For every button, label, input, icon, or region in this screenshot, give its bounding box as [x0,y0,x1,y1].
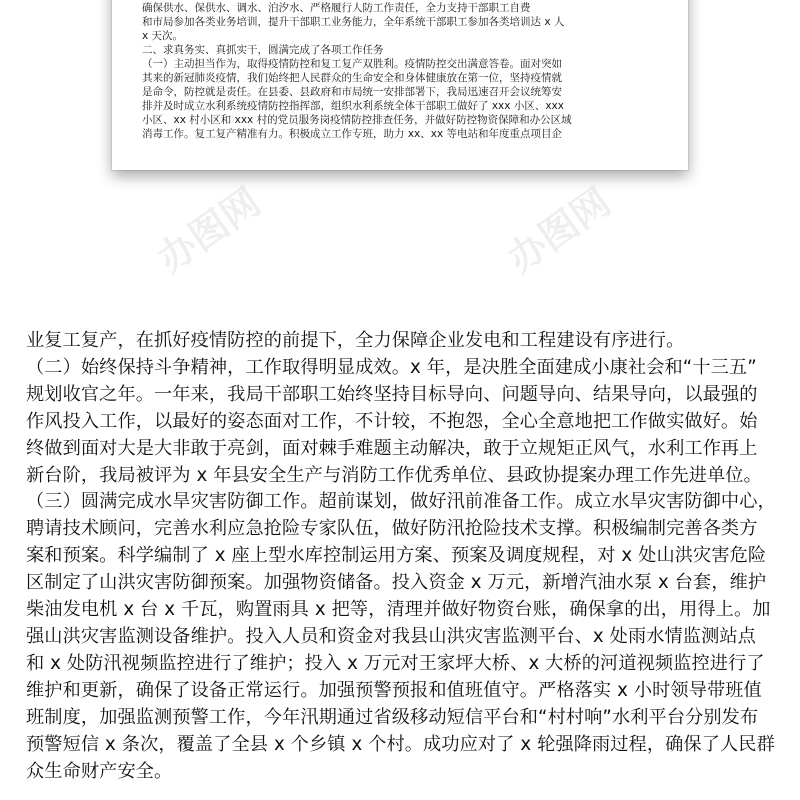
body-line: 新台阶，我局被评为 x 年县安全生产与消防工作优秀单位、县政协提案办理工作先进单位。 [26,464,762,486]
body-line: 柴油发电机 x 台 x 千瓦，购置雨具 x 把等，清理并做好物资台账，确保拿的出，用得上。加 [26,599,771,621]
preview-line: 消毒工作。复工复产精准有力。积极成立工作专班，助力 xx、xx 等电站和年度重点项目企 [142,128,563,140]
body-line: 维护和更新，确保了设备正常运行。加强预警预报和值班值守。严格落实 x 小时领导带班值 [26,679,762,701]
body-line: 众生命财产安全。 [26,760,173,782]
preview-line: 确保供水、保供水、调水、泊汐水、严格履行人防工作责任，全力支持干部职工自费 [142,2,531,14]
body-line: 案和预案。科学编制了 x 座上型水库控制运用方案、预案及调度规程，对 x 处山洪灾害危险 [26,545,767,567]
body-line: （二）始终保持斗争精神，工作取得明显成效。x 年，是决胜全面建成小康社会和“十三五” [26,356,757,378]
preview-line: （一）主动担当作为，取得疫情防控和复工复产双胜利。疫情防控交出满意答卷。面对突如 [142,58,562,70]
body-line: 预警短信 x 条次，覆盖了全县 x 个乡镇 x 个村。成功应对了 x 轮强降雨过程，确保了人民群 [26,733,775,755]
preview-line: 其来的新冠肺炎疫情，我们始终把人民群众的生命安全和身体健康放在第一位，坚持疫情就 [142,72,562,84]
body-line: 和 x 处防汛视频监控进行了维护；投入 x 万元对王家坪大桥、x 大桥的河道视频监控进行了 [26,652,765,674]
body-line: 区制定了山洪灾害防御预案。加强物资储备。投入资金 x 万元，新增汽油水泵 x 台套，维护 [26,572,767,594]
body-line: 业复工复产，在抓好疫情防控的前提下，全力保障企业发电和工程建设有序进行。 [26,330,685,351]
preview-heading: 二、求真务实、真抓实干，圆满完成了各项工作任务 [142,44,384,56]
body-line: （三）圆满完成水旱灾害防御工作。超前谋划，做好汛前准备工作。成立水旱灾害防御中心， [26,491,776,513]
body-line: 终做到面对大是大非敢于亮剑，面对棘手难题主动解决，敢于立规矩正风气，水利工作再上 [26,437,758,459]
document-preview-area [0,0,800,312]
body-line: 作风投入工作，以最好的姿态面对工作，不计较，不抱怨，全心全意地把工作做实做好。始 [26,410,758,432]
body-line: 强山洪灾害监测设备维护。投入人员和资金对我县山洪灾害监测平台、x 处雨水情监测站点 [26,625,756,647]
preview-line: 是命令，防控就是责任。在县委、县政府和市局统一安排部署下，我局迅速召开会议统筹安 [142,86,562,98]
preview-line: 排并及时成立水利系统疫情防控指挥部，组织水利系统全体干部职工做好了 xxx 小区、xxx [142,100,564,112]
document-body [26,328,778,785]
preview-line: 和市局参加各类业务培训，提升干部职工业务能力，全年系统干部职工参加各类培训达 x 人 [142,16,565,28]
preview-line: 小区、xx 村小区和 xxx 村的党员服务岗疫情防控排查任务，并做好防控物资保障和办公区域 [142,114,572,126]
preview-line: x 天次。 [142,30,184,42]
body-line: 聘请技术顾问，完善水利应急抢险专家队伍，做好防汛抢险技术支撑。积极编制完善各类方 [26,518,758,540]
document-page-thumbnail [112,0,688,170]
body-line: 班制度，加强监测预警工作，今年汛期通过省级移动短信平台和“村村响”水利平台分别发布 [26,706,759,728]
body-line: 规划收官之年。一年来，我局干部职工始终坚持目标导向、问题导向、结果导向，以最强的 [26,383,758,405]
watermark: 办图网 [149,179,269,282]
watermark: 办图网 [499,179,619,282]
